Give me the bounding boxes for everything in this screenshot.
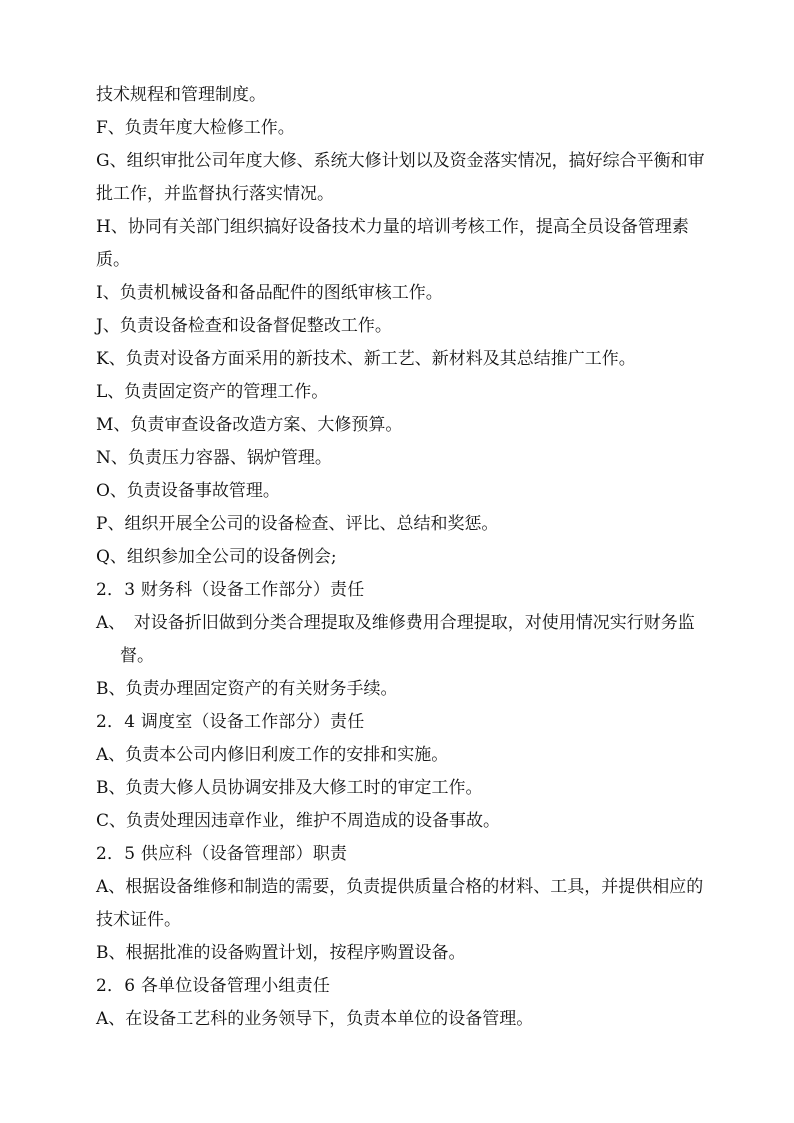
finance-item-b: B、负责办理固定资产的有关财务手续。: [96, 679, 398, 699]
supply-item-b: B、根据批准的设备购置计划，按程序购置设备。: [96, 943, 466, 963]
finance-item-a: A、 对设备折旧做到分类合理提取及维修费用合理提取，对使用情况实行财务监督。: [96, 613, 695, 666]
dispatch-item-a: A、负责本公司内修旧利废工作的安排和实施。: [96, 745, 449, 765]
item-o: O、负责设备事故管理。: [96, 481, 280, 501]
item-q: Q、组织参加全公司的设备例会;: [96, 547, 337, 567]
document-body: [96, 79, 706, 1036]
supply-item-a: A、根据设备维修和制造的需要，负责提供质量合格的材料、工具，并提供相应的技术证件。: [96, 877, 704, 930]
section-heading-2-4: 2．4 调度室（设备工作部分）责任: [96, 712, 365, 732]
item-m: M、负责审查设备改造方案、大修预算。: [96, 415, 403, 435]
section-heading-2-3: 2．3 财务科（设备工作部分）责任: [96, 580, 365, 600]
paragraph-continuation: 技术规程和管理制度。: [96, 85, 266, 105]
section-heading-2-5: 2．5 供应科（设备管理部）职责: [96, 844, 348, 864]
item-h: H、协同有关部门组织搞好设备技术力量的培训考核工作，提高全员设备管理素质。: [96, 217, 689, 270]
section-heading-2-6: 2．6 各单位设备管理小组责任: [96, 976, 331, 996]
item-k: K、负责对设备方面采用的新技术、新工艺、新材料及其总结推广工作。: [96, 349, 636, 369]
item-g: G、组织审批公司年度大修、系统大修计划以及资金落实情况，搞好综合平衡和审批工作，并监督执行落实情况。: [96, 151, 705, 204]
item-i: I、负责机械设备和备品配件的图纸审核工作。: [96, 283, 443, 303]
item-l: L、负责固定资产的管理工作。: [96, 382, 329, 402]
item-p: P、组织开展全公司的设备检查、评比、总结和奖惩。: [96, 514, 499, 534]
dispatch-item-b: B、负责大修人员协调安排及大修工时的审定工作。: [96, 778, 483, 798]
item-j: J、负责设备检查和设备督促整改工作。: [96, 316, 392, 336]
dispatch-item-c: C、负责处理因违章作业，维护不周造成的设备事故。: [96, 811, 501, 831]
unit-item-a: A、在设备工艺科的业务领导下，负责本单位的设备管理。: [96, 1009, 534, 1029]
item-f: F、负责年度大检修工作。: [96, 118, 295, 138]
item-n: N、负责压力容器、锅炉管理。: [96, 448, 332, 468]
